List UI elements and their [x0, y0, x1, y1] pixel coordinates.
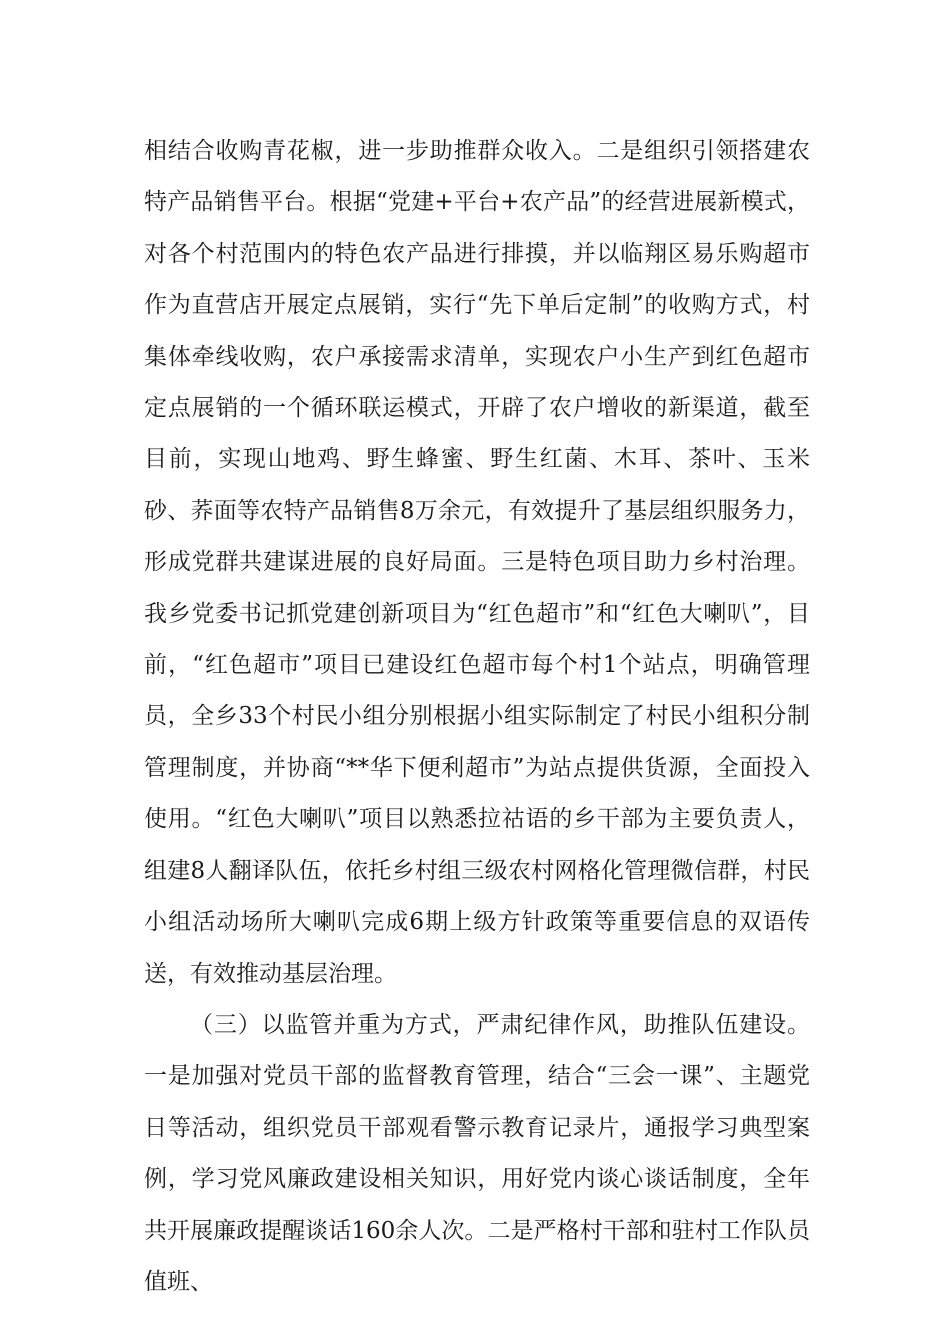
- paragraph-1: 相结合收购青花椒，进一步助推群众收入。二是组织引领搭建农特产品销售平台。根据“党建+平台+农产品”的经营进展新模式，对各个村范围内的特色农产品进行排摸，并以临翔区易乐购超市作为直营店开展定点展销，实行“先下单后定制”的收购方式，村集体牵线收购，农户承接需求清单，实现农户小生产到红色超市定点展销的一个循环联运模式，开辟了农户增收的新渠道，截至目前，实现山地鸡、野生蜂蜜、野生红菌、木耳、茶叶、玉米砂、荞面等农特产品销售8万余元，有效提升了基层组织服务力，形成党群共建谋进展的良好局面。三是特色项目助力乡村治理。我乡党委书记抓党建创新项目为“红色超市”和“红色大喇叭”，目前，“红色超市”项目已建设红色超市每个村1个站点，明确管理员，全乡33个村民小组分别根据小组实际制定了村民小组积分制管理制度，并协商“**华下便利超市”为站点提供货源，全面投入使用。“红色大喇叭”项目以熟悉拉祜语的乡干部为主要负责人，组建8人翻译队伍，依托乡村组三级农村网格化管理微信群，村民小组活动场所大喇叭完成6期上级方针政策等重要信息的双语传送，有效推动基层治理。: [144, 138, 810, 987]
- paragraph-2: （三）以监管并重为方式，严肃纪律作风，助推队伍建设。一是加强对党员干部的监督教育管理，结合“三会一课”、主题党日等活动，组织党员干部观看警示教育记录片，通报学习典型案例，学习党风廉政建设相关知识，用好党内谈心谈话制度，全年共开展廉政提醒谈话160余人次。二是严格村干部和驻村工作队员值班、: [144, 1011, 810, 1295]
- document-body: [144, 126, 810, 1308]
